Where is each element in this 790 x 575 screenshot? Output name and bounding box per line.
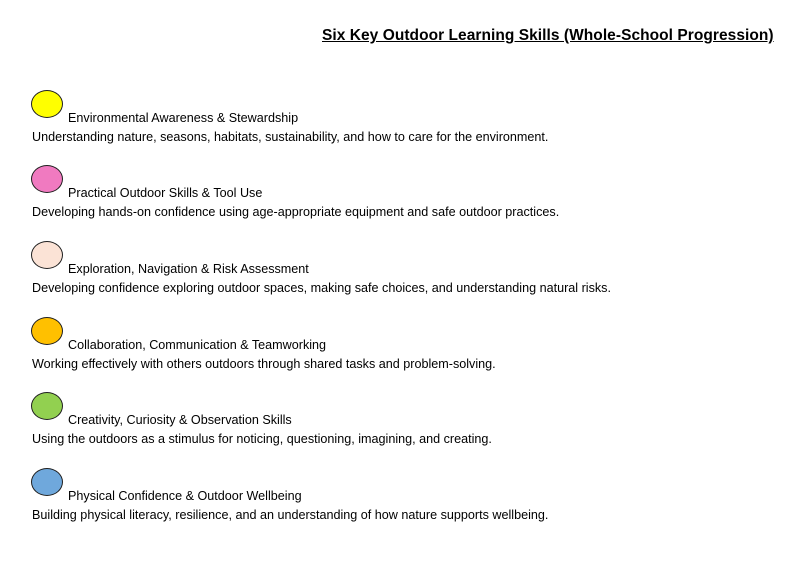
green-circle-icon xyxy=(31,392,63,420)
skill-practical-outdoor-skills xyxy=(0,165,790,225)
skill-name: Collaboration, Communication & Teamworking xyxy=(68,338,327,352)
peach-circle-icon xyxy=(31,241,63,269)
orange-circle-icon xyxy=(31,317,63,345)
skill-description: Using the outdoors as a stimulus for noticing, questioning, imagining, and creating. xyxy=(32,432,492,446)
skill-environmental-awareness xyxy=(0,90,790,150)
blue-circle-icon xyxy=(31,468,63,496)
skill-description: Working effectively with others outdoors through shared tasks and problem-solving. xyxy=(32,357,496,371)
skill-name: Exploration, Navigation & Risk Assessment xyxy=(68,262,309,276)
skill-creativity-curiosity xyxy=(0,392,790,452)
skill-description: Building physical literacy, resilience, and an understanding of how nature supports wellbeing. xyxy=(32,508,549,522)
skill-description: Developing confidence exploring outdoor spaces, making safe choices, and understanding natural risks. xyxy=(32,281,611,295)
yellow-circle-icon xyxy=(31,90,63,118)
skill-exploration-navigation xyxy=(0,241,790,301)
skill-name: Physical Confidence & Outdoor Wellbeing xyxy=(68,489,302,503)
page-title: Six Key Outdoor Learning Skills (Whole-School Progression) xyxy=(322,27,774,44)
skill-collaboration-communication xyxy=(0,317,790,377)
skill-description: Developing hands-on confidence using age-appropriate equipment and safe outdoor practices. xyxy=(32,205,560,219)
skill-name: Creativity, Curiosity & Observation Skills xyxy=(68,413,292,427)
pink-circle-icon xyxy=(31,165,63,193)
skill-description: Understanding nature, seasons, habitats, sustainability, and how to care for the environment. xyxy=(32,130,549,144)
skill-physical-confidence xyxy=(0,468,790,528)
skill-name: Practical Outdoor Skills & Tool Use xyxy=(68,186,263,200)
skill-name: Environmental Awareness & Stewardship xyxy=(68,111,299,125)
